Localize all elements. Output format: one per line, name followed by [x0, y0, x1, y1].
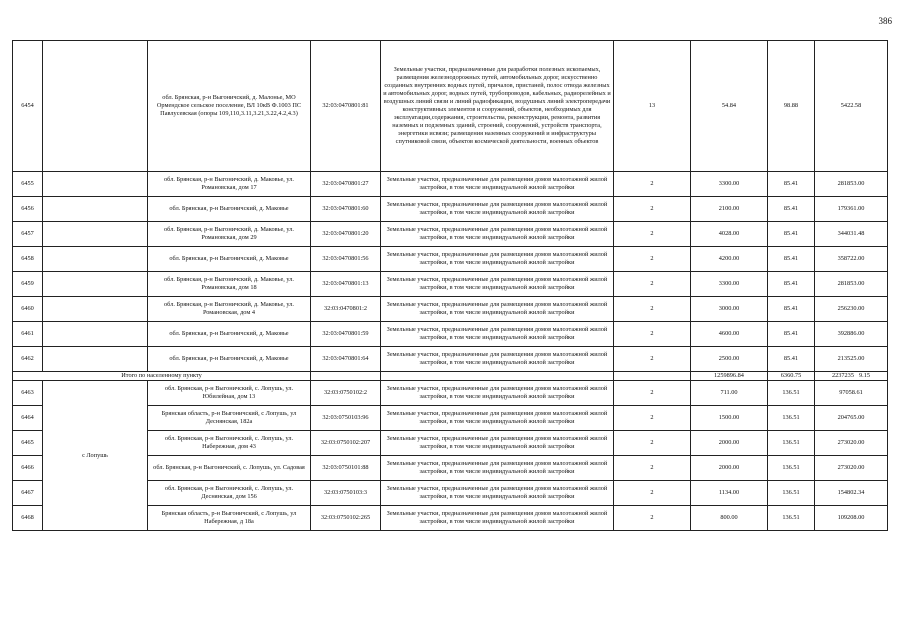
- land-use-cell: Земельные участки, предназначенные для размещения домов малоэтажной жилой застройки, в том числе индивидуальной жилой застройки: [381, 197, 614, 222]
- specific-value-cell: 136.51: [768, 431, 815, 456]
- cadastral-number-cell: 32:03:0470801:64: [311, 347, 381, 372]
- cadastral-value-cell: 273020.00: [815, 431, 888, 456]
- address-cell: обл. Брянская, р-н Выгоничский, д. Маковье, ул. Романовская, дом 29: [148, 222, 311, 247]
- table-row: [13, 41, 888, 172]
- cadastral-value-cell: 273020.00: [815, 456, 888, 481]
- locality-cell: [43, 172, 148, 197]
- cadastral-value-cell: 179361.00: [815, 197, 888, 222]
- specific-value-cell: 85.41: [768, 197, 815, 222]
- locality-cell: [43, 222, 148, 247]
- address-cell: обл. Брянская, р-н Выгоничский, д. Малонье, МО Ормендское сельское поселение, ВЛ 10кВ Ф.1003 ПС Павлусевская (опоры 109,110,3.11,3.21,3.22,4.2,4.3): [148, 41, 311, 172]
- address-cell: обл. Брянская, р-н Выгоничский, с. Лопушь, ул. Юбилейная, дом 13: [148, 381, 311, 406]
- cadastral-value-cell: 154802.34: [815, 481, 888, 506]
- area-cell: 1500.00: [691, 406, 768, 431]
- subtotal-cost: 22372359.15: [815, 372, 888, 381]
- address-cell: обл. Брянская, р-н Выгоничский, с. Лопушь, ул. Набережная, дом 43: [148, 431, 311, 456]
- group-cell: 2: [614, 481, 691, 506]
- land-use-cell: Земельные участки, предназначенные для размещения домов малоэтажной жилой застройки, в том числе индивидуальной жилой застройки: [381, 431, 614, 456]
- locality-cell: [43, 197, 148, 222]
- group-cell: 2: [614, 431, 691, 456]
- cadastral-value-cell: 256230.00: [815, 297, 888, 322]
- cadastral-value-cell: 97058.61: [815, 381, 888, 406]
- area-cell: 3000.00: [691, 297, 768, 322]
- address-cell: обл. Брянская, р-н Выгоничский, д. Маковье: [148, 197, 311, 222]
- area-cell: 4600.00: [691, 322, 768, 347]
- table-row: [13, 272, 888, 297]
- table-row: [13, 172, 888, 197]
- locality-cell: [43, 247, 148, 272]
- table-row: [13, 222, 888, 247]
- cadastral-number-cell: 32:03:0470801:81: [311, 41, 381, 172]
- group-cell: 13: [614, 41, 691, 172]
- group-cell: 2: [614, 222, 691, 247]
- group-cell: 2: [614, 406, 691, 431]
- area-cell: 4028.00: [691, 222, 768, 247]
- address-cell: обл. Брянская, р-н Выгоничский, д. Маковье, ул. Романовская, дом 17: [148, 172, 311, 197]
- land-use-cell: Земельные участки, предназначенные для размещения домов малоэтажной жилой застройки, в том числе индивидуальной жилой застройки: [381, 297, 614, 322]
- area-cell: 1134.00: [691, 481, 768, 506]
- land-use-cell: Земельные участки, предназначенные для размещения домов малоэтажной жилой застройки, в том числе индивидуальной жилой застройки: [381, 456, 614, 481]
- row-number: 6463: [13, 381, 43, 406]
- row-number: 6454: [13, 41, 43, 172]
- land-use-cell: Земельные участки, предназначенные для разработки полезных ископаемых, размещения железнодорожных путей, автомобильных дорог, искусственно созданных внутренних водных путей, причалов, пристаней, полос отвода железных и автомобильных дорог, водных путей, трубопроводов, кабельных, радиорелейных и воздушных линий связи и линий радиофикации, воздушных линий электропередачи конструктивных элементов и сооружений, объектов, необходимых для эксплуатации,содержания, строительства, реконструкции, ремонта, развития наземных и подземных зданий, строений, сооружений, устройств транспорта, энергетики исвязи; размещения наземных сооружений и инфраструктуры спутниковой связи, объектов космической деятельности, военных объектов: [381, 41, 614, 172]
- specific-value-cell: 85.41: [768, 247, 815, 272]
- address-cell: обл. Брянская, р-н Выгоничский, с. Лопушь, ул. Деснянская, дом 156: [148, 481, 311, 506]
- group-cell: 2: [614, 172, 691, 197]
- cadastral-number-cell: 32:03:0750101:88: [311, 456, 381, 481]
- cadastral-number-cell: 32:03:0470801:56: [311, 247, 381, 272]
- group-cell: 2: [614, 297, 691, 322]
- area-cell: 2500.00: [691, 347, 768, 372]
- address-cell: обл. Брянская, р-н Выгоничский, д. Маковье: [148, 322, 311, 347]
- row-number: 6465: [13, 431, 43, 456]
- group-cell: 2: [614, 197, 691, 222]
- specific-value-cell: 136.51: [768, 406, 815, 431]
- address-cell: Брянская область, р-н Выгоничский, с Лопушь, ул Деснянская, 182а: [148, 406, 311, 431]
- cadastral-number-cell: 32:03:0750102:207: [311, 431, 381, 456]
- area-cell: 54.84: [691, 41, 768, 172]
- cadastral-value-cell: 204765.00: [815, 406, 888, 431]
- area-cell: 4200.00: [691, 247, 768, 272]
- row-number: 6461: [13, 322, 43, 347]
- land-use-cell: Земельные участки, предназначенные для размещения домов малоэтажной жилой застройки, в том числе индивидуальной жилой застройки: [381, 172, 614, 197]
- group-cell: 2: [614, 347, 691, 372]
- subtotal-empty: [311, 372, 381, 381]
- row-number: 6457: [13, 222, 43, 247]
- specific-value-cell: 85.41: [768, 322, 815, 347]
- land-use-cell: Земельные участки, предназначенные для размещения домов малоэтажной жилой застройки, в том числе индивидуальной жилой застройки: [381, 247, 614, 272]
- group-cell: 2: [614, 322, 691, 347]
- land-use-cell: Земельные участки, предназначенные для размещения домов малоэтажной жилой застройки, в том числе индивидуальной жилой застройки: [381, 406, 614, 431]
- cadastral-number-cell: 32:03:0750103:96: [311, 406, 381, 431]
- area-cell: 3300.00: [691, 172, 768, 197]
- specific-value-cell: 136.51: [768, 381, 815, 406]
- area-cell: 800.00: [691, 506, 768, 531]
- specific-value-cell: 85.41: [768, 172, 815, 197]
- land-use-cell: Земельные участки, предназначенные для размещения домов малоэтажной жилой застройки, в том числе индивидуальной жилой застройки: [381, 381, 614, 406]
- row-number: 6455: [13, 172, 43, 197]
- row-number: 6466: [13, 456, 43, 481]
- subtotal-specific-value: 6360.75: [768, 372, 815, 381]
- specific-value-cell: 136.51: [768, 506, 815, 531]
- table-row: [13, 297, 888, 322]
- subtotal-row: [13, 372, 888, 381]
- row-number: 6468: [13, 506, 43, 531]
- area-cell: 2100.00: [691, 197, 768, 222]
- land-use-cell: Земельные участки, предназначенные для размещения домов малоэтажной жилой застройки, в том числе индивидуальной жилой застройки: [381, 347, 614, 372]
- specific-value-cell: 85.41: [768, 222, 815, 247]
- row-number: 6467: [13, 481, 43, 506]
- locality-cell: [43, 297, 148, 322]
- row-number: 6464: [13, 406, 43, 431]
- area-cell: 711.00: [691, 381, 768, 406]
- subtotal-empty: [614, 372, 691, 381]
- table-row: [13, 322, 888, 347]
- subtotal-area: 1259896.84: [691, 372, 768, 381]
- cadastral-value-cell: 281853.00: [815, 272, 888, 297]
- area-cell: 2000.00: [691, 431, 768, 456]
- cadastral-number-cell: 32:03:0470801:20: [311, 222, 381, 247]
- row-number: 6459: [13, 272, 43, 297]
- specific-value-cell: 98.88: [768, 41, 815, 172]
- cadastral-number-cell: 32:03:0750102:265: [311, 506, 381, 531]
- locality-cell: [43, 272, 148, 297]
- group-cell: 2: [614, 381, 691, 406]
- address-cell: обл. Брянская, р-н Выгоничский, с. Лопушь, ул. Садовая: [148, 456, 311, 481]
- area-cell: 3300.00: [691, 272, 768, 297]
- subtotal-label: Итого по населенному пункту: [13, 372, 311, 381]
- row-number: 6462: [13, 347, 43, 372]
- cadastral-value-cell: 392886.00: [815, 322, 888, 347]
- specific-value-cell: 85.41: [768, 297, 815, 322]
- page-number: 386: [878, 16, 892, 26]
- specific-value-cell: 85.41: [768, 272, 815, 297]
- row-number: 6456: [13, 197, 43, 222]
- group-cell: 2: [614, 247, 691, 272]
- cadastral-number-cell: 32:03:0470801:2: [311, 297, 381, 322]
- cadastral-number-cell: 32:03:0470801:27: [311, 172, 381, 197]
- land-use-cell: Земельные участки, предназначенные для размещения домов малоэтажной жилой застройки, в том числе индивидуальной жилой застройки: [381, 481, 614, 506]
- cadastral-value-cell: 5422.58: [815, 41, 888, 172]
- cadastral-number-cell: 32:03:0470801:13: [311, 272, 381, 297]
- cadastral-value-cell: 344031.48: [815, 222, 888, 247]
- table-row: [13, 381, 888, 406]
- cadastral-number-cell: 32:03:0470801:60: [311, 197, 381, 222]
- cadastral-value-cell: 281853.00: [815, 172, 888, 197]
- group-cell: 2: [614, 272, 691, 297]
- address-cell: обл. Брянская, р-н Выгоничский, д. Маковье: [148, 347, 311, 372]
- locality-cell: [43, 347, 148, 372]
- address-cell: обл. Брянская, р-н Выгоничский, д. Маковье, ул. Романовская, дом 4: [148, 297, 311, 322]
- address-cell: обл. Брянская, р-н Выгоничский, д. Маковье, ул. Романовская, дом 18: [148, 272, 311, 297]
- specific-value-cell: 85.41: [768, 347, 815, 372]
- table-row: [13, 247, 888, 272]
- cadastral-number-cell: 32:03:0750102:2: [311, 381, 381, 406]
- locality-cell: [43, 41, 148, 172]
- cadastral-number-cell: 32:03:0750103:3: [311, 481, 381, 506]
- table-row: [13, 197, 888, 222]
- area-cell: 2000.00: [691, 456, 768, 481]
- row-number: 6458: [13, 247, 43, 272]
- cadastral-value-cell: 109208.00: [815, 506, 888, 531]
- table-row: [13, 347, 888, 372]
- specific-value-cell: 136.51: [768, 456, 815, 481]
- land-use-cell: Земельные участки, предназначенные для размещения домов малоэтажной жилой застройки, в том числе индивидуальной жилой застройки: [381, 322, 614, 347]
- locality-cell: [43, 322, 148, 347]
- land-use-cell: Земельные участки, предназначенные для размещения домов малоэтажной жилой застройки, в том числе индивидуальной жилой застройки: [381, 506, 614, 531]
- address-cell: обл. Брянская, р-н Выгоничский, д. Маковье: [148, 247, 311, 272]
- row-number: 6460: [13, 297, 43, 322]
- land-use-cell: Земельные участки, предназначенные для размещения домов малоэтажной жилой застройки, в том числе индивидуальной жилой застройки: [381, 272, 614, 297]
- subtotal-empty: [381, 372, 614, 381]
- address-cell: Брянская область, р-н Выгоничский, с Лопушь, ул Набережная, д 18а: [148, 506, 311, 531]
- cadastral-number-cell: 32:03:0470801:59: [311, 322, 381, 347]
- cadastral-value-cell: 213525.00: [815, 347, 888, 372]
- group-cell: 2: [614, 506, 691, 531]
- group-cell: 2: [614, 456, 691, 481]
- cadastral-value-table: [12, 40, 888, 531]
- specific-value-cell: 136.51: [768, 481, 815, 506]
- land-use-cell: Земельные участки, предназначенные для размещения домов малоэтажной жилой застройки, в том числе индивидуальной жилой застройки: [381, 222, 614, 247]
- cadastral-value-cell: 358722.00: [815, 247, 888, 272]
- locality-cell: с Лопушь: [43, 381, 148, 531]
